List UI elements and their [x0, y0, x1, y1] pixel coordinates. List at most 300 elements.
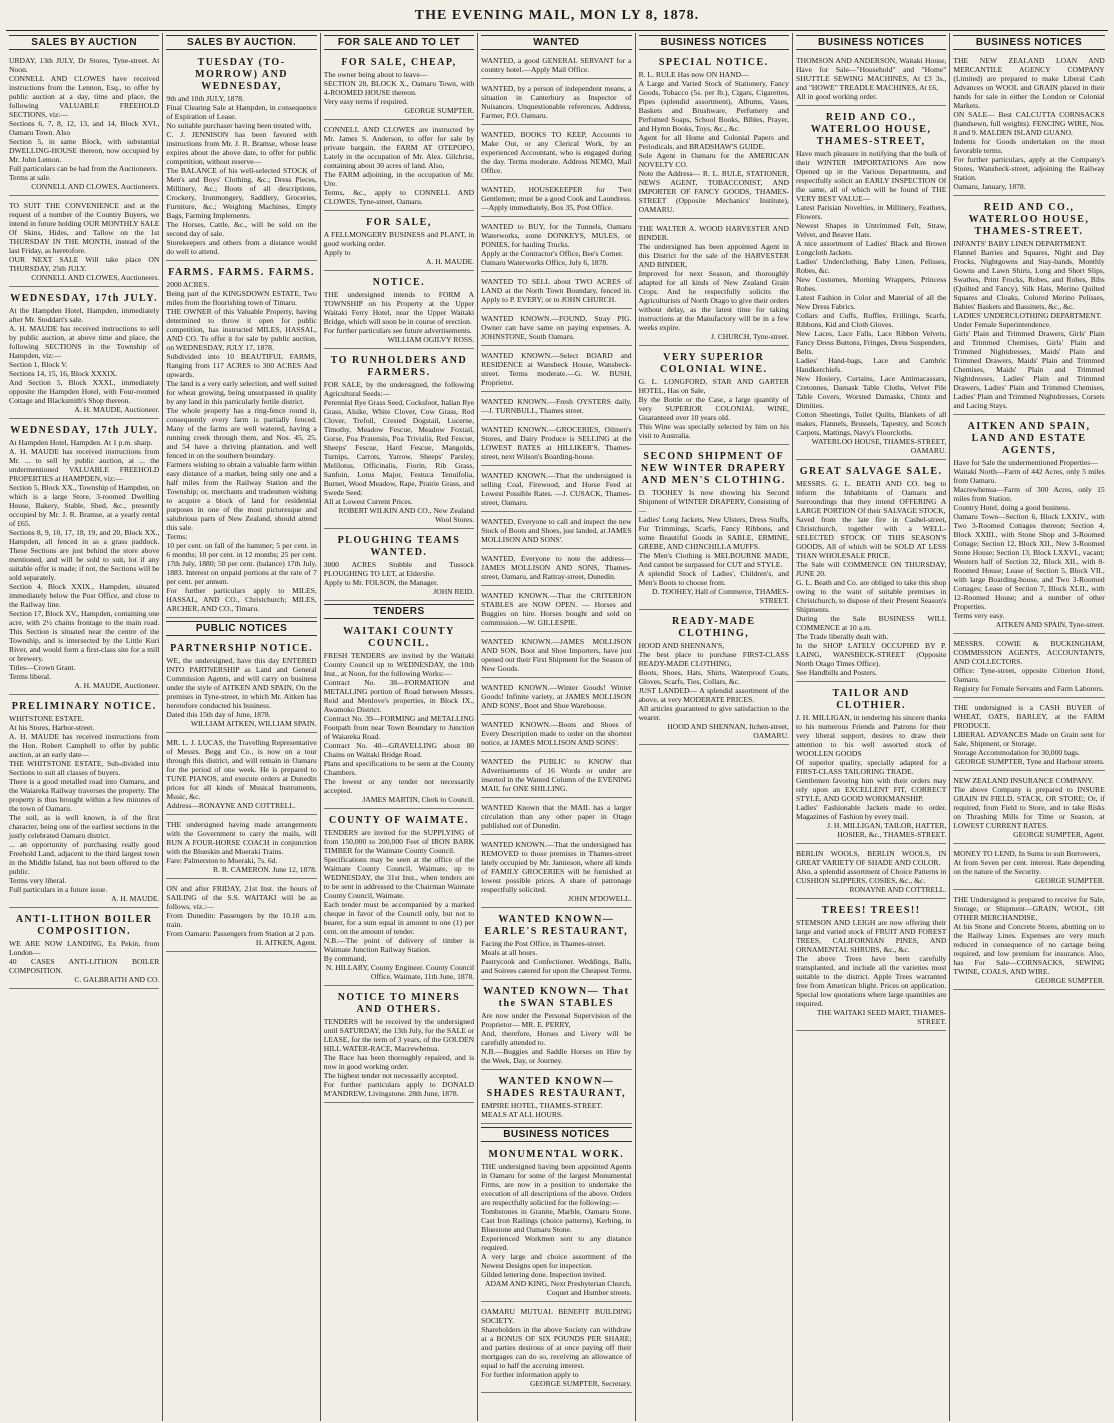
ad-text: SECTION 28, BLOCK X., Oamaru Town, with 4-ROOMED HOUSE thereon. — [323, 79, 475, 97]
ad-text: Of superior quality, specially adapted for a FIRST-CLASS TAILORING TRADE. — [795, 758, 947, 776]
ad-text: Oamaru Town—Section 6, Block LXXIV., with Two 3-Roomed Cottages thereon; Section 4, Block XXIII., with Stone Shop and 3-Roomed Cottage; Section 12, Block XII., New 3-Roomed Stone House; Section 13, Block LXXVI., vacant; Western half of Section 32, Block XII., with 8-Roomed House; Lease of Section 5, Block VII., with large Boarding-house, and Two 3-Roomed Cottages; Lease of Section 7, Block XLII., with 12-Roomed House; and a number of other Properties. — [953, 512, 1105, 611]
ad-text: OAMARU MUTUAL BENEFIT BUILDING SOCIETY. — [481, 1307, 632, 1325]
ad-text: WE, the undersigned, have this day ENTERED INTO PARTNERSHIP as Land and General Commission Agents, and will carry on business under the style of AITKEN AND SPAIN, On the premises in Tyne-street, in which Mr. Aitken has heretofore conducted his business. — [166, 656, 317, 710]
ad-text: J. H. MILLIGAN, in tendering his sincere thanks to his numerous Friends and Patrons for their very liberal support, desires to draw their attention to his well assorted stock of WOOLLEN GOODS — [795, 713, 947, 758]
advertisement — [481, 635, 631, 678]
ad-text: Have for Sale the undermentioned Properties— — [953, 458, 1098, 467]
ad-text: See Handbills and Posters. — [795, 668, 877, 677]
advertisement — [9, 698, 159, 908]
column-header: FOR SALE AND TO LET — [324, 35, 474, 50]
ad-signature: GEORGE SUMPTER. — [1035, 876, 1105, 885]
ad-text: WANTED KNOWN.—GROCERIES, Oilmen's Stores, and Dairy Produce is SELLING at the LOWEST RATES at HILLIKER'S, Thames-street, next Wilson's Boarding-house. — [481, 425, 632, 461]
ad-text: The Trade liberally dealt with. — [795, 632, 889, 641]
ad-text: Facing the Post Office, in Thames-street. — [481, 939, 606, 948]
ad-text: Section 4, Block XXIX., Hampden, situated immediately below the Post Office, and close to the Railway line. — [9, 582, 160, 609]
ad-text: Fare: Palmerston to Moeraki, 7s. 6d. — [166, 856, 278, 865]
ad-text: Full particulars can be had from the Auctioneers. — [9, 164, 158, 173]
ad-text: Note the Address— R. L. RULE, STATIONER, NEWS AGENT, TOBACCONIST, AND IMPORTER OF FANCY GOODS, THAMES-STREET (Opposite Mechanics' Institute), OAMARU. — [638, 169, 789, 214]
ad-text: Under Female Superintendence. — [953, 320, 1051, 329]
ad-text: Office: Tyne-street, opposite Criterion Hotel, Oamaru. — [953, 666, 1105, 684]
ad-text: Section 1, Block V. — [9, 360, 68, 369]
column-2 — [163, 33, 320, 1421]
advertisement — [953, 701, 1104, 771]
advertisement — [9, 54, 159, 196]
ad-text: Terms very easy. — [953, 611, 1005, 620]
ad-text: WANTED, Everyone to call and inspect the new Stock of Boots and Shoes, just landed, at JAMES MOLLISON AND SONS'. — [481, 517, 632, 544]
ad-text: The FARM adjoining, in the occupation of Mr. Ure. — [323, 170, 475, 188]
advertisement — [324, 54, 474, 120]
column-1 — [6, 33, 163, 1421]
ad-text: MR. L. J. LUCAS, the Travelling Representative of Messrs. Begg and Co., is now on a tour through this district, and will remain in Oamaru for the period of one week. He is prepared to TUNE PIANOS, and execute orders at Dunedin prices for all kinds of Musical Instruments, Music, &c. — [166, 738, 317, 801]
advertisement — [953, 774, 1104, 844]
advertisement — [481, 395, 631, 420]
ad-text: BERLIN WOOLS, BERLIN WOOLS, IN GREAT VARIETY OF SHADE AND COLOR. — [795, 849, 947, 867]
ad-text: A FELLMONGERY BUSINESS and PLANT, in good working order. — [323, 230, 475, 248]
ad-text: The undersigned has been appointed Agent in this District for the sale of the HARVESTER AND BINDER, — [638, 242, 789, 269]
ad-heading: REID AND CO., WATERLOO HOUSE, THAMES-STREET, — [810, 112, 932, 147]
ad-signature: A. H. MAUDE, Auctioneer. — [74, 405, 160, 414]
ad-heading: COUNTY OF WAIMATE. — [328, 815, 469, 826]
ad-text: Terms: — [166, 532, 188, 541]
advertisement — [953, 893, 1104, 990]
ad-text: Meals at all hours. — [481, 948, 538, 957]
ad-text: URDAY, 13th JULY, Dr Stores, Tyne-street. At Noon. — [9, 56, 160, 74]
column-5 — [636, 33, 793, 1421]
ad-text: From Oamaru: Passengers from Station at 2 p.m. — [166, 929, 316, 938]
ad-heading: WANTED KNOWN— EARLE'S RESTAURANT, — [484, 914, 629, 937]
column-3 — [321, 33, 478, 1421]
ad-text: The soil, as is well known, is of the first character, being one of the earliest sections in the justly celebrated Oamaru district. — [9, 813, 160, 840]
ad-heading: WANTED KNOWN— That the SWAN STABLES — [483, 986, 630, 1009]
advertisement — [481, 275, 631, 309]
ad-text: No suitable purchaser having been treated with, — [166, 121, 312, 130]
advertisement — [324, 274, 474, 349]
ad-text: WHITSTONE ESTATE. — [9, 714, 84, 723]
ad-text: Waitaki North—Farm of 442 Acres, only 5 miles from Oamaru. — [953, 467, 1105, 485]
ad-text: TENDERS are invited for the SUPPLYING of from 150,000 to 200,000 Feet of IRON BARK TIMBER for the Waimate County Council. — [323, 828, 475, 855]
ad-text: WANTED, by a person of independent means, a situation in Canterbury as Inspector of Nuisances. Unquestionable references. Address, Farmer, P.O. Oamaru. — [481, 84, 632, 120]
ad-text: THE undersigned intends to FORM A TOWNSHIP on his Property at the Upper Waitaki Ferry Hotel, near the Upper Waitaki Bridge, which will soon be in course of erection. — [323, 290, 475, 326]
ad-text: For further particulars, apply at the Company's Stores, Wansbeck-street, adjoining the Railway Station. — [953, 155, 1105, 182]
ad-text: CONNELL AND CLOWES are instructed by Mr. James S. Anderson, to offer for sale by private bargain, the FARM AT OTEPOPO, Lately in the occupation of Mr. Alex. Gilchrist, containing about 30 acres of land. Also, — [323, 125, 475, 170]
ad-text: New Hosiery, Curtains, Lace Antimacassars, Cretonnes, Damask Table Cloths, Velvet Pile Table Covers, Worsted Damasks, Chintz and Dimities. — [795, 374, 947, 410]
advertisement — [481, 469, 631, 512]
ad-signature: WATERLOO HOUSE, THAMES-STREET, OAMARU. — [811, 437, 947, 455]
advertisement — [166, 54, 316, 261]
ad-text: WANTED KNOWN.—That the CRITERION STABLES are NOW OPEN. — Horses and Buggies on hire. Horses bought and sold on commission.—W. GILLESPIE. — [481, 591, 632, 627]
ad-text: STEMSON AND LEIGH are now offering their large and varied stock of FRUIT AND FOREST TREES, CALIFORNIAN PINES, AND ORNAMENTAL SHRUBS, &c., &c. — [795, 918, 947, 954]
ad-heading: TUESDAY (TO-MORROW) AND WEDNESDAY, — [195, 57, 289, 92]
ad-text: LIBERAL ADVANCES Made on Grain sent for Sale, Shipment, or Storage. — [953, 730, 1105, 748]
ad-text: TO SUIT THE CONVENIENCE and at the request of a number of the Country Buyers, we intend in future holding OUR MONTHLY SALE Of Skins, Hides, and Tallow on the 1st THURSDAY IN THE MONTH, instead of the last Friday, as heretofore. — [9, 201, 160, 255]
advertisement — [953, 637, 1104, 698]
ad-text: Tombstones in Granite, Marble, Oamaru Stone. Cast Iron Railings (choice patterns), Kerbing, in Bluestone and Oamaru Stone. — [481, 1207, 632, 1234]
ad-text: Macrewhenua—Farm of 300 Acres, only 15 miles from Station. — [953, 485, 1105, 503]
advertisement — [481, 838, 631, 908]
ad-text: Sole Agent in Oamaru for the AMERICAN NOVELTY CO. — [638, 151, 789, 169]
ad-text: Specifications may be seen at the office of the Waimate County Council, Waimate, up to WEDNESDAY, the 31st Inst., when tenders are to be sent in addressed to the Chairman Waimate County Council, Waimate. — [323, 855, 475, 900]
ad-text: Pastrycook and Confectioner. Weddings, Balls, and Soirees catered for upon the Cheapest Terms. — [481, 957, 632, 975]
column-7 — [950, 33, 1107, 1421]
section-header: PUBLIC NOTICES — [166, 621, 316, 636]
ad-text: Terms at sale. — [9, 173, 51, 182]
ad-text: At his Stone and Concrete Stores, abutting on to the Railway Lines. Expenses are very much reduced in consequence of no cartage being required, and low premium for insurance. Also, has For Sale—CORNSACKS, SEWING TWINE, COALS, AND WIRE. — [953, 922, 1105, 976]
ad-text: Agent for all Home and Colonial Papers and Periodicals, and BRADSHAW'S GUIDE. — [638, 133, 789, 151]
advertisement — [324, 532, 474, 601]
ad-heading: WEDNESDAY, 17th JULY. — [10, 425, 159, 436]
ad-heading: SPECIAL NOTICE. — [658, 57, 769, 68]
advertisement — [481, 589, 631, 632]
ad-text: Sections 8, 9, 10, 17, 18, 19, and 20, Block XX., Hampden, all fenced in as a grass paddock. These Sections are just behind the store above mentioned, and will be sold to suit, lot if any suitable offer is made; if not, the Sections will be sold separately. — [9, 528, 160, 582]
ad-text: 10 per cent. on fall of the hammer; 5 per cent. in 6 months; 10 per cent. in 12 months; 25 per cent. 17th July, 1880; 50 per cent. (balance) 17th July, 1883. Interest on unpaid portions at the rate of 7 per cent. per annum. — [166, 541, 317, 586]
ad-signature: C. GALBRAITH AND CO. — [74, 975, 160, 984]
ad-text: R. L. RULE Has now ON HAND— — [638, 70, 749, 79]
ad-text: Shareholders in the above Society can withdraw at a BONUS OF SIX POUNDS PER SHARE; and parties desirous of at once paying off their mortgages can do so, receiving an allowance of equal to half the accruing interest. — [481, 1325, 632, 1370]
ad-signature: H. AITKEN, Agent. — [255, 938, 317, 947]
ad-text: Dated this 15th day of June, 1878. — [166, 710, 271, 719]
ad-text: Sections 14, 15, 16, Block XXXIX. — [9, 369, 118, 378]
ad-text: A. H. MAUDE has received instructions from Mr. ... to sell by public auction, at ... the undermentioned VALUABLE FREEHOLD PROPERTIES at HAMPDEN, viz:— — [9, 447, 160, 483]
ad-signature: RONAYNE AND COTTRELL. — [849, 885, 947, 894]
ad-text: During the Sale BUSINESS WILL COMMENCE at 10 a.m. — [795, 614, 947, 632]
ad-heading: WANTED KNOWN— SHADES RESTAURANT, — [486, 1076, 627, 1099]
ad-signature: AITKEN AND SPAIN, Tyne-street. — [995, 620, 1105, 629]
ad-text: By command, — [323, 954, 367, 963]
advertisement — [481, 1305, 631, 1393]
ad-heading: WAITAKI COUNTY COUNCIL. — [343, 626, 455, 649]
ad-text: FOR SALE, by the undersigned, the following Agricultural Seeds:— — [323, 380, 475, 398]
ad-text: Ladies' Fashionable Jackets made to order. Magazines of Fashion by every mail. — [795, 803, 947, 821]
ad-text: All articles guaranteed to give satisfaction to the wearer. — [638, 704, 789, 722]
ad-heading: ANTI-LITHON BOILER COMPOSITION. — [15, 914, 153, 937]
ad-text: THE undersigned is a CASH BUYER of WHEAT, OATS, BARLEY, at the FARM PRODUCE. — [953, 703, 1105, 730]
advertisement — [481, 1073, 631, 1124]
advertisement — [481, 220, 631, 272]
advertisement — [481, 718, 631, 752]
ad-text: WANTED KNOWN.—FOUND, Stray PIG. Owner can have same on paying expenses. A. JOHNSTONE, South Oamaru. — [481, 314, 632, 341]
ad-text: Farmers wishing to obtain a valuable farm within easy distance of a market, being only one and a half miles from the Railway Station and the Township; or, merchants and tradesmen wishing to acquire a block of land for residential purposes in one of the most picturesque and salubrious parts of New Zealand, should attend this sale. — [166, 460, 317, 532]
advertisement — [166, 640, 316, 733]
newspaper-columns — [6, 33, 1108, 1421]
ad-heading: REID AND CO., WATERLOO HOUSE, THAMES-STREET. — [968, 202, 1090, 237]
ad-signature: ROBERT WILKIN AND CO., New Zealand Wool Stores. — [338, 506, 475, 524]
ad-signature: HOOD AND SHENNAN, Itchen-street, OAMARU. — [667, 722, 789, 740]
ad-text: For further particulars apply to MILES, HASSAL, AND CO., Christchurch; MILES, ARCHER, AND CO., Timaru. — [166, 586, 317, 613]
ad-text: Are now under the Personal Supervision of the Proprietor— MR. E. PERRY, — [481, 1011, 632, 1029]
ad-signature: GEORGE SUMPTER, Agent. — [1013, 830, 1105, 839]
ad-text: WANTED, BOOKS TO KEEP, Accounts to Make Out, or any Clerical Work, by an experienced Accountant, who is engaged during the day. Terms moderate. Address NEMO, Mail Office. — [481, 130, 632, 175]
ad-heading: VERY SUPERIOR COLONIAL WINE. — [660, 352, 768, 375]
ad-text: WANTED KNOWN.—That the undersigned has REMOVED to those premises in Thames-street lately occupied by Mr. Jamieson, where all kinds of FAMILY GROCERIES will be furnished at lowest possible prices. A share of patronage respectfully solicited. — [481, 840, 632, 894]
ad-text: WANTED TO SELL about TWO ACRES of LAND at the North Town Boundary, fenced in. Apply to P. EVERY; or to JOHN CHURCH. — [481, 277, 632, 304]
ad-text: WANTED KNOWN.—Fresh OYSTERS daily.—J. TURNBULL, Thames street. — [481, 397, 632, 415]
ad-text: Experienced Workmen sent to any distance required. — [481, 1234, 632, 1252]
section-header: BUSINESS NOTICES — [481, 1127, 631, 1142]
ad-text: Full particulars in a future issue. — [9, 885, 108, 894]
advertisement — [796, 463, 946, 682]
masthead-rule — [6, 30, 1108, 31]
ad-text: Gentlemen favoring him with their orders may rely upon an EXCELLENT FIT, CORRECT STYLE, AND GOOD WORKMANSHIP. — [795, 776, 947, 803]
ad-text: WANTED, Everyone to note the address—JAMES MOLLISON AND SONS, Thames-street, Oamaru, and Rattray-street, Dunedin. — [481, 554, 632, 581]
ad-text: Cotton Sheetings, Toilet Quilts, Blankets of all makes, Flannels, Brussels, Tapestry, and Scotch Carpets, Mattings, Navy's Floorcloths. — [795, 410, 947, 437]
ad-text: Girls' Plain and Trimmed Drawers, Girls' Plain and Trimmed Chemises, Girls' Plain and Trimmed Nightdresses, Maids' Plain and Trimmed Drawers, Maids' Plain and Trimmed Chemises, Maids' Plain and Trimmed Nightdresses, Ladies' Plain and Trimmed Drawers, Ladies' Plain and Trimmed Chemises, Ladies' Plain and Trimmed Nightdresses, Corsets and Lacing Stays. — [953, 329, 1105, 410]
ad-text: WANTED the PUBLIC to KNOW that Advertisements of 16 Words or under are inserted in the Wanted Column of the EVENING MAIL for ONE SHILLING. — [481, 757, 632, 793]
ad-text: Apply to — [323, 248, 351, 257]
ad-text: 9th and 10th JULY, 1878. — [166, 94, 244, 103]
ad-signature: JOHN M'DOWELL. — [568, 894, 632, 903]
ad-text: Address—RONAYNE AND COTTRELL. — [166, 801, 296, 810]
ad-heading: PARTNERSHIP NOTICE. — [170, 643, 314, 654]
ad-heading: PRELIMINARY NOTICE. — [11, 701, 157, 712]
ad-text: A nice assortment of Ladies' Black and Brown Longcloth Jackets. — [795, 239, 947, 257]
ad-text: THE Undersigned is prepared to receive for Sale, Storage, or Shipment—GRAIN, WOOL, OR OTHER MERCHANDISE, — [953, 895, 1105, 922]
advertisement — [481, 54, 631, 79]
advertisement — [953, 199, 1104, 415]
ad-text: Ladies' Underclothing, Baby Linen, Pelisses, Robes, &c. — [795, 257, 947, 275]
ad-text: At his Stores, Harbor-street. — [9, 723, 95, 732]
ad-text: Apply to Mr. FOLSON, the Manager. — [323, 578, 439, 587]
ad-heading: NOTICE. — [372, 277, 426, 288]
column-header: BUSINESS NOTICES — [639, 35, 789, 50]
ad-text: THE OWNER of this Valuable Property, having determined to throw it open for public competition, has instructed MILES, HASSAL, AND CO. To offer it for sale by public auction, on WEDNESDAY, JULY 17, 1878. — [166, 307, 317, 352]
ad-text: The highest tender not necessarily accepted. — [323, 1071, 458, 1080]
section-header: TENDERS — [324, 604, 474, 619]
ad-text: The owner being about to leave— — [323, 70, 428, 79]
ad-signature: A. H. MAUDE, Auctioneer. — [74, 681, 160, 690]
ad-text: Have much pleasure in notifying that the bulk of their WINTER IMPORTATIONS Are now Opened up in the Various Departments, and respectfully solicit an EARLY INSPECTION Of the same, all of which will be found of THE VERY BEST VALUE— — [795, 149, 947, 203]
advertisement — [324, 989, 474, 1103]
ad-text: Perennial Rye Grass Seed, Cocksfoot, Italian Rye Grass, Alsike, White Clover, Cow Grass, Red Clover, Trefoil, Crested Dogstail, Lucerne, Timothy, Meadow Fescue, Meadow Foxtail, Gorse, Poa Pratensis, Poa Trivialis, Red Fescue, Sheeps' Fescue, Hard Fescue, Mangolds, Turnips, Carrots, Yarrow, Sheeps' Parsley, Melilotus, Officinalis, Fiorin, Rib Grass, Sanfoin, Lotus Major, Festuca Tenuifolia, Burnet, Wood Meadow, Rape, Prairie Grass, and Swede Seed. — [323, 398, 475, 497]
ad-heading: FOR SALE, CHEAP, — [341, 57, 457, 68]
advertisement — [796, 847, 946, 899]
ad-text: G. L. LONGFORD, STAR AND GARTER HOTEL, Has on Sale, — [638, 377, 789, 395]
ad-signature: JOHN REID. — [433, 587, 475, 596]
ad-text: Indents for Goods undertaken on the most favorable terms. — [953, 137, 1105, 155]
ad-text: 3000 ACRES Stubble and Tussock PLOUGHING TO LET, at Elderslie. — [323, 560, 475, 578]
ad-text: The best place to purchase FIRST-CLASS READY-MADE CLOTHING, — [638, 650, 789, 668]
ad-heading: TREES! TREES!! — [821, 905, 921, 916]
advertisement — [9, 911, 159, 989]
ad-text: ON and after FRIDAY, 21st Inst. the hours of SAILING of the S.S. WAITAKI will be as follows, viz.:— — [166, 884, 317, 911]
advertisement — [481, 801, 631, 835]
ad-text: Section 17, Block XV., Hampden, containing one acre, with 2½ chains frontage to the main road. This Section is situated near the centre of the Township, and is intersected by the Little Kuri River, and would form a first-class site for a mill or brewery. — [9, 609, 160, 663]
ad-text: All at Lowest Current Prices. — [323, 497, 413, 506]
column-header: BUSINESS NOTICES — [953, 35, 1104, 50]
advertisement — [166, 736, 316, 815]
advertisement — [796, 685, 946, 844]
ad-text: Registry for Female Servants and Farm Laborers. — [953, 684, 1104, 693]
ad-text: The whole property has a ring-fence round it, consequently every farm is partially fenced. Many of the farms are well watered, having a running creek through them, and Nos. 45, 25, and 54 have a thriving plantation, and well fenced in on the southern boundary. — [166, 406, 317, 460]
advertisement — [481, 681, 631, 715]
ad-signature: GEORGE SUMPTER, Tyne and Harbour streets. — [955, 757, 1105, 766]
ad-text: Boots, Shoes, Hats, Shirts, Waterproof Coats, Gloves, Scarfs, Ties, Collars, &c. — [638, 668, 789, 686]
column-header: SALES BY AUCTION. — [166, 35, 316, 50]
ad-text: Ladies' Hand-bags, Lace and Cambric Handkerchiefs. — [795, 356, 947, 374]
ad-text: At Hampden Hotel, Hampden. At 1 p.m. sharp. — [9, 438, 153, 447]
ad-signature: GEORGE SUMPTER. — [404, 106, 475, 115]
ad-text: THE NEW ZEALAND LOAN AND MERCANTILE AGENCY COMPANY (Limited) are prepared to make Liberal Cash Advances on WOOL and GRAIN placed in their hands for sale in either the London or Colonial Markets. — [953, 56, 1105, 110]
ad-signature: GEORGE SUMPTER, Secretary. — [529, 1379, 632, 1388]
column-6 — [793, 33, 950, 1421]
ad-text: 40 CASES ANTI-LITHON BOILER COMPOSITION. — [9, 957, 160, 975]
advertisement — [324, 812, 474, 986]
ad-heading: MONUMENTAL WORK. — [488, 1149, 625, 1160]
ad-heading: WEDNESDAY, 17th JULY. — [10, 293, 159, 304]
ad-text: For further particulars apply to DONALD M'ANDREW, Livingstone. 28th June, 1878. — [323, 1080, 475, 1098]
advertisement — [796, 54, 946, 106]
ad-text: A. H. MAUDE has received instructions to sell by public auction, at above time and place, the following SECTIONS in the Township of Hampden, viz:— — [9, 324, 160, 360]
ad-text: The BALANCE of his well-selected STOCK of Men's and Boys' Clothing, &c.; Dress Pieces, Millinery, &c.; Boots of all descriptions, Crockery, Ironmongery, Saddlery, Groceries, Furniture, &c.; Weighing Machines, Empty Bags, Farming Implements. — [166, 166, 317, 220]
advertisement — [481, 755, 631, 798]
advertisement — [9, 422, 159, 695]
advertisement — [796, 902, 946, 1031]
advertisement — [953, 54, 1104, 196]
ad-text: WANTED to BUY, for the Tunnels, Oamaru Waterworks, some DONKEYS, MULES, or PONIES, for hauling Trucks. — [481, 222, 632, 249]
ad-signature: WILLIAM OGILVY ROSS. — [387, 335, 475, 344]
advertisement — [481, 515, 631, 549]
ad-text: HOOD AND SHENNAN'S, — [638, 641, 725, 650]
ad-text: WANTED KNOWN.—JAMES MOLLISON AND SON, Boot and Shoe Importers, have just opened out their First Shipment for the Season of New Goods. — [481, 637, 632, 673]
ad-text: WANTED KNOWN.—Winter Goods! Winter Goods! Infinite variety, at JAMES MOLLISON AND SONS', Boot and Shoe Warehouse. — [481, 683, 632, 710]
ad-text: N.B.—The point of delivery of timber is Waimate Junction Railway Station. — [323, 936, 475, 954]
ad-text: Each tender must be accompanied by a marked cheque in favor of the Council only, but not to bearer, for a sum equal in amount to one (1) per cent. on the amount of tender. — [323, 900, 475, 936]
advertisement — [481, 349, 631, 392]
ad-text: Apply at the Contractor's Office, Bee's Corner. — [481, 249, 623, 258]
ad-text: Storekeepers and others from a distance would do well to attend. — [166, 238, 317, 256]
ad-text: INFANTS' BABY LINEN DEPARTMENT. — [953, 239, 1087, 248]
advertisement — [481, 128, 631, 180]
advertisement — [481, 82, 631, 125]
ad-text: New Costumes, Morning Wrappers, Princess Robes. — [795, 275, 947, 293]
ad-heading: PLOUGHING TEAMS WANTED. — [337, 535, 461, 558]
ad-text: TENDERS will be received by the undersigned until SATURDAY, the 13th July, for the SALE or LEASE, for the term of 3 years, of the GOLDEN HILL WATER-RACE, Macrewhenua. — [323, 1017, 475, 1053]
ad-text: A Large and Varied Stock of Stationery, Fancy Goods, Tobacco (5s. per lb.), Cigars, Cigarettes, Pipes (splendid assortment), Albums, Vases, Baskets and Brushware, Perfumery and Perfumed Soaps, School Books, Bibles, Prayer, and Hymn Books, Toys, &c., &c. — [638, 79, 789, 133]
ad-signature: THE WAITAKI SEED MART, THAMES-STREET. — [816, 1008, 947, 1026]
ad-signature: JAMES MARTIN, Clerk to Council. — [362, 795, 475, 804]
ad-text: The Sale will COMMENCE ON THURSDAY, JUNE 20. — [795, 560, 947, 578]
ad-text: MESSRS. G. L. BEATH AND CO. beg to inform the Inhabitants of Oamaru and Surroundings that they intend OFFERING A LARGE PORTION Of their SALVAGE STOCK, — [795, 479, 947, 515]
ad-text: Section 5, in same Block, with substantial DWELLING-HOUSE thereon, now occupied by Mr. John Lemon. — [9, 137, 160, 164]
ad-text: D. TOOHEY Is now showing his Second Shipment of WINTER DRAPERY, Consisting of— — [638, 488, 789, 515]
ad-text: Terms, &c., apply to CONNELL AND CLOWES, Tyne-street, Oamaru. — [323, 188, 475, 206]
ad-text: Also, a splendid assortment of Choice Patterns in CUSHION SLIPPERS, COSIES, &c., &c. — [795, 867, 947, 885]
ad-text: Improved for next Season, and thoroughly adapted for all kinds of New Zealand Grain Crops. And he respectfully solicits the Agriculturists of North Otago to give their orders without delay, as the latest time for taking instructions at the Manufactory will be in a few weeks expire. — [638, 269, 789, 332]
ad-heading: TAILOR AND CLOTHIER. — [832, 688, 910, 711]
ad-text: By the Bottle or the Case, a large quantity of very SUPERIOR COLONIAL WINE, Guaranteed over 10 years old. — [638, 395, 789, 422]
ad-text: WE ARE NOW LANDING, Ex Pekin, from London— — [9, 939, 160, 957]
ad-text: Subdivided into 10 BEAUTIFUL FARMS, Ranging from 117 ACRES to 300 ACRES And upwards. — [166, 352, 317, 379]
ad-text: ON SALE— Best CALCUTTA CORNSACKS (handsewn, full weights). FENCING WIRE, Nos. 8 and 9. MALDEN ISLAND GUANO. — [953, 110, 1105, 137]
ad-text: Contract No. 40—GRAVELLING about 80 Chains on Waitaki Bridge Road. — [323, 741, 475, 759]
masthead-date: LY 8, 1878. — [621, 8, 700, 23]
ad-heading: TO RUNHOLDERS AND FARMERS. — [330, 355, 468, 378]
ad-text: A very large and choice assortment of the Newest Designs open for inspection. — [481, 1252, 632, 1270]
ad-heading: SECOND SHIPMENT OF NEW WINTER DRAPERY AND MEN'S CLOTHING. — [640, 451, 787, 486]
ad-signature: A. H. MAUDE. — [425, 257, 475, 266]
ad-text: Flannel Barries and Squares, Night and Day Frocks, Nightgowns and Stay-bands, Monthly Gowns and Lawn Shirts, Long and Short Slips, Swathes, Print Frocks, Robes, and Robes, Bibs (Quilted and Fancy), Silk Hats, Merino Quilted Squares and Cloaks, Colored Merino Pelisses, Babies' Baskets and Bassinets, &c., &c. — [953, 248, 1105, 311]
ad-text: N.B.—Buggies and Saddle Horses on Hire by the Week, Day, or Journey. — [481, 1047, 632, 1065]
ad-text: WANTED KNOWN.—Select BOARD and RESIDENCE at Wansbeck House, Wansbeck-street. Terms moderate.—G. W. BUSH, Proprietor. — [481, 351, 632, 387]
ad-text: The land is a very early selection, and well suited for wheat growing, being unsurpassed in quality by any land in this particularly fertile district. — [166, 379, 317, 406]
ad-text: The above Trees have been carefully transplanted, and include all the varieties most suitable to the district. Apple Trees warranted free from American blight. Prices on application. Special low quotations where large quantities are required. — [795, 954, 947, 1008]
advertisement — [639, 349, 789, 445]
ad-text: Country Hotel, doing a good business. — [953, 503, 1070, 512]
ad-text: Oamaru Waterworks Office, July 6, 1878. — [481, 258, 609, 267]
ad-text: Being part of the KINGSDOWN ESTATE, Two miles from the flourishing town of Timaru. — [166, 289, 317, 307]
ad-signature: J. H. MILLIGAN, TAILOR, HATTER, HOSIER, &c., THAMES-STREET. — [827, 821, 947, 839]
advertisement — [166, 882, 316, 952]
ad-signature: ADAM AND KING, Next Presbyterian Church, Coquet and Humber streets. — [484, 1279, 632, 1297]
ad-text: Contract No. 39—FORMING and METALLING Footpath from near Town Boundary to Junction of Waiareka Road. — [323, 714, 475, 741]
advertisement — [324, 352, 474, 529]
ad-text: For further information apply to — [481, 1370, 579, 1379]
advertisement — [796, 109, 946, 460]
ad-text: THE undersigned having made arrangements with the Government to carry the mails, will RUN A FOUR-HORSE COACH in conjunction with the Blueskin and Moeraki Trains. — [166, 820, 317, 856]
advertisement — [166, 818, 316, 879]
ad-text: WANTED, HOUSEKEEPER for Two Gentlemen; must be a good Cook and Laundress.—Apply immediately, Box 35, Post Office. — [481, 185, 632, 212]
ad-heading: AITKEN AND SPAIN, LAND AND ESTATE AGENTS, — [967, 421, 1091, 456]
ad-text: FRESH TENDERS are invited by the Waitaki County Council up to WEDNESDAY, the 10th Inst., at Noon, for the following Works:— — [323, 651, 475, 678]
advertisement — [481, 423, 631, 466]
advertisement — [166, 264, 316, 618]
masthead-title: THE EVENING MAIL, MON — [414, 8, 618, 23]
ad-text: The Race has been thoroughly repaired, and is now in good working order. — [323, 1053, 475, 1071]
column-header: SALES BY AUCTION — [9, 35, 159, 50]
ad-heading: READY-MADE CLOTHING, — [671, 616, 756, 639]
ad-text: The Men's Clothing is MELBOURNE MADE, And cannot be surpassed for CUT and STYLE. — [638, 551, 789, 569]
advertisement — [9, 199, 159, 287]
ad-text: A. H. MAUDE has received instructions from the Hon. Robert Campbell to offer by public auction, at an early date— — [9, 732, 160, 759]
ad-text: Plans and specifications to be seen at the County Chambers. — [323, 759, 475, 777]
ad-signature: R. R. CAMERON. June 12, 1878. — [212, 865, 317, 874]
advertisement — [324, 623, 474, 809]
ad-signature: J. CHURCH, Tyne-street. — [710, 332, 789, 341]
ad-text: Very easy terms if required. — [323, 97, 408, 106]
ad-text: G. L. Beath and Co. are obliged to take this shop owing to the want of suitable premises in Christchurch, to dispose of their Present Season's Shipments. — [795, 578, 947, 614]
advertisement — [953, 847, 1104, 890]
ad-text: Terms liberal. — [9, 672, 52, 681]
masthead — [0, 0, 1114, 32]
ad-text: Saved from the late fire in Cashel-street, Christchurch, together with a WELL-SELECTED STOCK OF THIS SEASON'S GOODS, All of which will be SOLD AT LESS THAN WHOLESALE PRICE. — [795, 515, 947, 560]
ad-text: Ladies' Long Jackets, New Ulsters, Dress Stuffs, Fur Trimmings, Scarfs, Fancy Ribbons, and some Beautiful Goods in SABLE, ERMINE, GREBE, AND CHINCHILLA MUFFS. — [638, 515, 789, 551]
ad-text: C. J. JENNISON has been favored with instructions from Mr. J. R. Bramse, whose lease expires about the above date, to offer for public competition, without reserve— — [166, 130, 317, 166]
ad-text: THE WHITSTONE ESTATE, Sub-divided into Sections to suit all classes of buyers. — [9, 759, 160, 777]
ad-heading: GREAT SALVAGE SALE. — [799, 466, 943, 477]
advertisement — [481, 911, 631, 980]
ad-text: WANTED Known that the MAIL has a larger circulation than any other paper in Otago published out of Dunedin. — [481, 803, 632, 830]
ad-text: This Wine was specially selected by him on his visit to Australia. — [638, 422, 789, 440]
column-header: BUSINESS NOTICES — [796, 35, 946, 50]
ad-text: The Horses, Cattle, &c., will be sold on the second day of sale. — [166, 220, 317, 238]
advertisement — [639, 222, 789, 346]
ad-text: For further particulars see future advertisements. — [323, 326, 472, 335]
column-header: WANTED — [481, 35, 631, 50]
ad-heading: FARMS. FARMS. FARMS. — [168, 267, 316, 278]
advertisement — [9, 290, 159, 419]
ad-text: EMPIRE HOTEL, THAMES-STREET. — [481, 1101, 603, 1110]
ad-signature: WILLIAM AITKEN, WILLIAM SPAIN. — [190, 719, 317, 728]
ad-text: Collars and Cuffs, Ruffles, Frillings, Scarfs, Ribbons, Kid and Cloth Gloves. — [795, 311, 947, 329]
ad-heading: NOTICE TO MINERS AND OTHERS. — [337, 992, 461, 1015]
ad-text: From Dunedin: Passengers by the 10.10 a.m. train. — [166, 911, 317, 929]
ad-text: Latest Parisian Novelties, in Millinery, Feathers, Flowers. — [795, 203, 947, 221]
ad-text: Newest Shapes in Untrimmed Felt, Straw, Velvet, and Beaver Hats. — [795, 221, 947, 239]
advertisement — [481, 183, 631, 217]
ad-text: Contract No. 38—FORMATION and METALLING portion of Road between Messrs. Reid and Menlove's properties, in Block IX., Awamoko District. — [323, 678, 475, 714]
ad-signature: CONNELL AND CLOWES, Auctioneers. — [31, 182, 160, 191]
advertisement — [324, 123, 474, 211]
column-4 — [478, 33, 635, 1421]
